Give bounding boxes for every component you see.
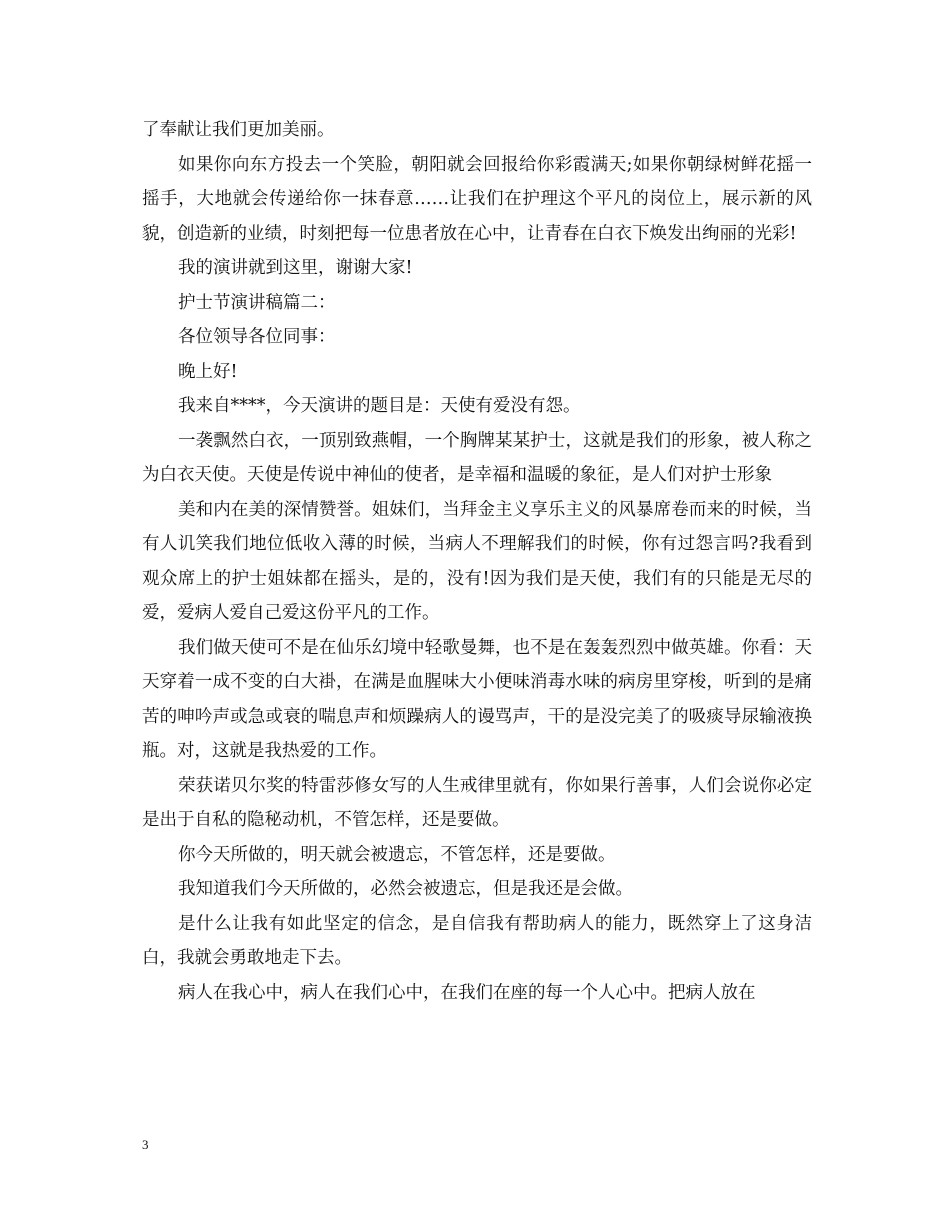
paragraph: 我知道我们今天所做的，必然会被遗忘，但是我还是会做。 xyxy=(178,879,633,899)
paragraph: 我们做天使可不是在仙乐幻境中轻歌曼舞，也不是在轰轰烈烈中做英雄。你看：天天穿着一成不变的白大褂，在满是血腥味大小便味消毒水味的病房里穿梭，听到的是痛苦的呻吟声或急或衰的喘息声和烦躁病人的谩骂声，干的是没完美了的吸痰导尿输液换瓶。对，这就是我热爱的工作。 xyxy=(142,637,812,761)
paragraph: 如果你向东方投去一个笑脸，朝阳就会回报给你彩霞满天;如果你朝绿树鲜花摇一摇手，大地就会传递给你一抹春意……让我们在护理这个平凡的岗位上，展示新的风貌，创造新的业绩，时刻把每一位患者放在心中，让青春在白衣下焕发出绚丽的光彩! xyxy=(142,154,812,244)
section-heading: 护士节演讲稿篇二： xyxy=(178,292,336,313)
paragraph: 病人在我心中，病人在我们心中，在我们在座的每一个人心中。把病人放在 xyxy=(178,982,756,1003)
paragraph: 荣获诺贝尔奖的特雷莎修女写的人生戒律里就有，你如果行善事，人们会说你必定是出于自私的隐秘动机，不管怎样，还是要做。 xyxy=(142,775,812,830)
document-body xyxy=(142,113,812,1010)
paragraph: 我来自****，今天演讲的题目是：天使有爱没有怨。 xyxy=(178,396,581,416)
paragraph: 一袭飘然白衣，一顶别致燕帽，一个胸牌某某护士，这就是我们的形象，被人称之为白衣天使。天使是传说中神仙的使者，是幸福和温暖的象征，是人们对护士形象 xyxy=(142,430,812,485)
paragraph: 是什么让我有如此坚定的信念，是自信我有帮助病人的能力，既然穿上了这身洁白，我就会勇敢地走下去。 xyxy=(142,913,812,968)
paragraph: 你今天所做的，明天就会被遗忘，不管怎样，还是要做。 xyxy=(178,844,616,865)
greeting: 晚上好! xyxy=(178,361,238,382)
paragraph: 美和内在美的深情赞誉。姐妹们，当拜金主义享乐主义的风暴席卷而来的时候，当有人讥笑我们地位低收入薄的时候，当病人不理解我们的时候，你有过怨言吗?我看到观众席上的护士姐妹都在摇头，是的，没有!因为我们是天使，我们有的只能是无尽的爱，爱病人爱自己爱这份平凡的工作。 xyxy=(142,499,812,623)
page-number: 3 xyxy=(142,1137,149,1152)
paragraph-continuation: 了奉献让我们更加美丽。 xyxy=(142,120,335,140)
paragraph: 我的演讲就到这里，谢谢大家! xyxy=(178,258,413,278)
salutation: 各位领导各位同事： xyxy=(178,327,336,347)
